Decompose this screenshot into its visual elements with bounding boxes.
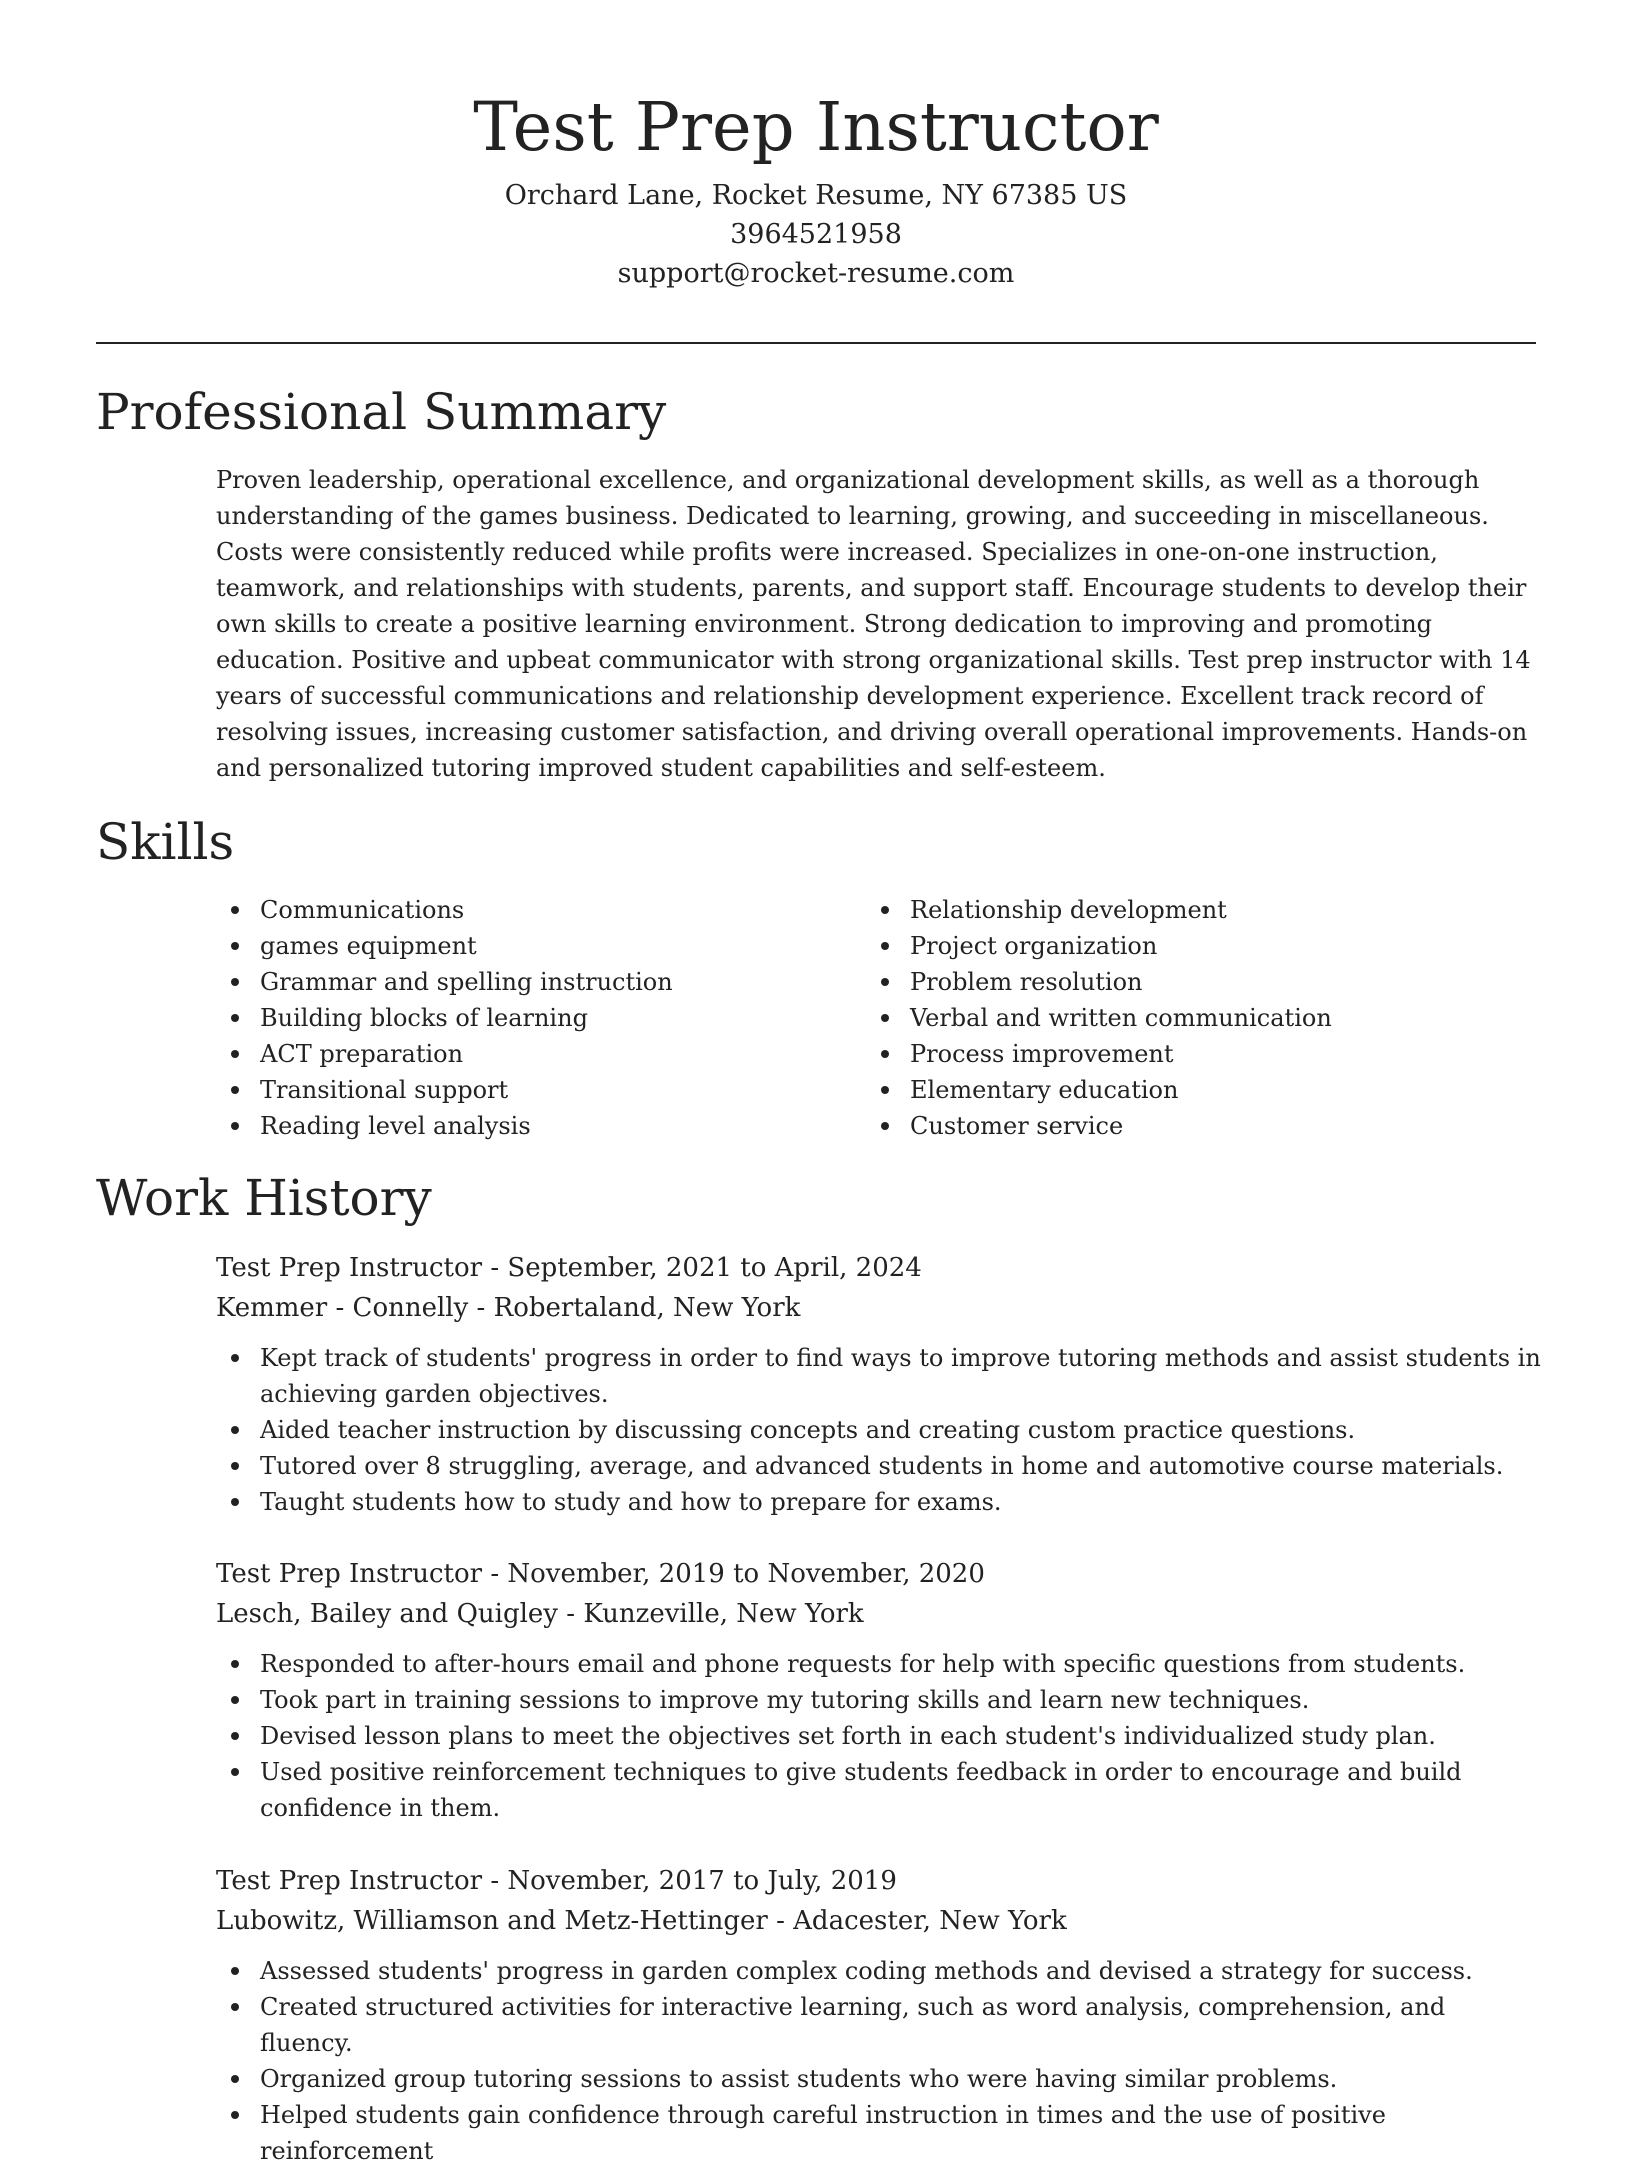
summary-heading: Professional Summary [96,383,667,441]
skill-item: Elementary education [866,1072,1466,1108]
job-bullet-list [216,1953,1541,2169]
job-location: Adacester, New York [793,1906,1067,1936]
skill-item: Transitional support [216,1072,816,1108]
job-company-line: Kemmer - Connelly - Robertaland, New York [216,1293,801,1323]
job-entry [216,1248,1541,1520]
job-entry [216,1554,1541,1826]
job-title-line: Test Prep Instructor - September, 2021 to April, 2024 [216,1253,922,1283]
job-bullet: Used positive reinforcement techniques to give students feedback in order to encourage and build confidence in them. [216,1754,1541,1826]
job-company-line: Lubowitz, Williamson and Metz-Hettinger - Adacester, New York [216,1906,1067,1936]
skill-item: Grammar and spelling instruction [216,964,816,1000]
skill-item: Building blocks of learning [216,1000,816,1036]
skill-item: Communications [216,892,816,928]
job-location: Kunzeville, New York [583,1599,864,1629]
contact-email: support@rocket-resume.com [617,258,1015,289]
skill-item: ACT preparation [216,1036,816,1072]
job-bullet: Took part in training sessions to improve my tutoring skills and learn new techniques. [216,1682,1541,1718]
job-bullet: Kept track of students' progress in order to find ways to improve tutoring methods and assist students in achieving garden objectives. [216,1340,1541,1412]
job-bullet: Aided teacher instruction by discussing concepts and creating custom practice questions. [216,1412,1541,1448]
job-title-line: Test Prep Instructor - November, 2017 to July, 2019 [216,1866,897,1896]
job-bullet: Organized group tutoring sessions to assist students who were having similar problems. [216,2061,1541,2097]
job-company: Kemmer - Connelly [216,1293,469,1323]
job-dates: November, 2019 to November, 2020 [507,1559,985,1589]
job-company: Lubowitz, Williamson and Metz-Hettinger [216,1906,768,1936]
job-title: Test Prep Instructor [216,1559,483,1589]
job-bullet: Responded to after-hours email and phone requests for help with specific questions from students. [216,1646,1541,1682]
skills-heading: Skills [96,813,235,871]
job-bullet: Assessed students' progress in garden complex coding methods and devised a strategy for success. [216,1953,1541,1989]
skills-list-left [216,892,816,1144]
header-divider [96,342,1536,344]
job-company-line: Lesch, Bailey and Quigley - Kunzeville, New York [216,1599,864,1629]
job-dates: November, 2017 to July, 2019 [507,1866,897,1896]
job-company: Lesch, Bailey and Quigley [216,1599,558,1629]
job-bullet: Tutored over 8 struggling, average, and advanced students in home and automotive course materials. [216,1448,1541,1484]
skill-item: Process improvement [866,1036,1466,1072]
job-location: Robertaland, New York [493,1293,801,1323]
work-history-heading: Work History [96,1169,432,1227]
skill-item: Project organization [866,928,1466,964]
job-title-line: Test Prep Instructor - November, 2019 to November, 2020 [216,1559,985,1589]
skill-item: Problem resolution [866,964,1466,1000]
skills-list-right [866,892,1466,1144]
job-dates: September, 2021 to April, 2024 [507,1253,922,1283]
contact-address: Orchard Lane, Rocket Resume, NY 67385 US [504,180,1128,211]
resume-header [0,82,1632,293]
skill-item: games equipment [216,928,816,964]
skill-item: Reading level analysis [216,1108,816,1144]
job-title: Test Prep Instructor [216,1866,483,1896]
job-bullet: Taught students how to study and how to prepare for exams. [216,1484,1541,1520]
contact-phone: 3964521958 [730,219,902,250]
summary-text: Proven leadership, operational excellence, and organizational development skills, as well as a thorough understanding of the games business. Dedicated to learning, growing, and succeeding in miscellaneous. Costs were consistently reduced while profits were increased. Specializes in one-on-one instruction, teamwork, and relationships with students, parents, and support staff. Encourage students to develop their own skills to create a positive learning environment. Strong dedication to improving and promoting education. Positive and upbeat communicator with strong organizational skills. Test prep instructor with 14 years of successful communications and relationship development experience. Excellent track record of resolving issues, increasing customer satisfaction, and driving overall operational improvements. Hands-on and personalized tutoring improved student capabilities and self-esteem. [216,466,1531,782]
job-bullet: Devised lesson plans to meet the objectives set forth in each student's individualized study plan. [216,1718,1541,1754]
skill-item: Customer service [866,1108,1466,1144]
candidate-name: Test Prep Instructor [473,88,1159,166]
skill-item: Verbal and written communication [866,1000,1466,1036]
skill-item: Relationship development [866,892,1466,928]
job-title: Test Prep Instructor [216,1253,483,1283]
job-bullet-list [216,1340,1541,1520]
job-bullet: Created structured activities for interactive learning, such as word analysis, comprehension, and fluency. [216,1989,1541,2061]
job-entry [216,1861,1541,2169]
job-bullet-list [216,1646,1541,1826]
job-bullet: Helped students gain confidence through careful instruction in times and the use of positive reinforcement [216,2097,1541,2169]
